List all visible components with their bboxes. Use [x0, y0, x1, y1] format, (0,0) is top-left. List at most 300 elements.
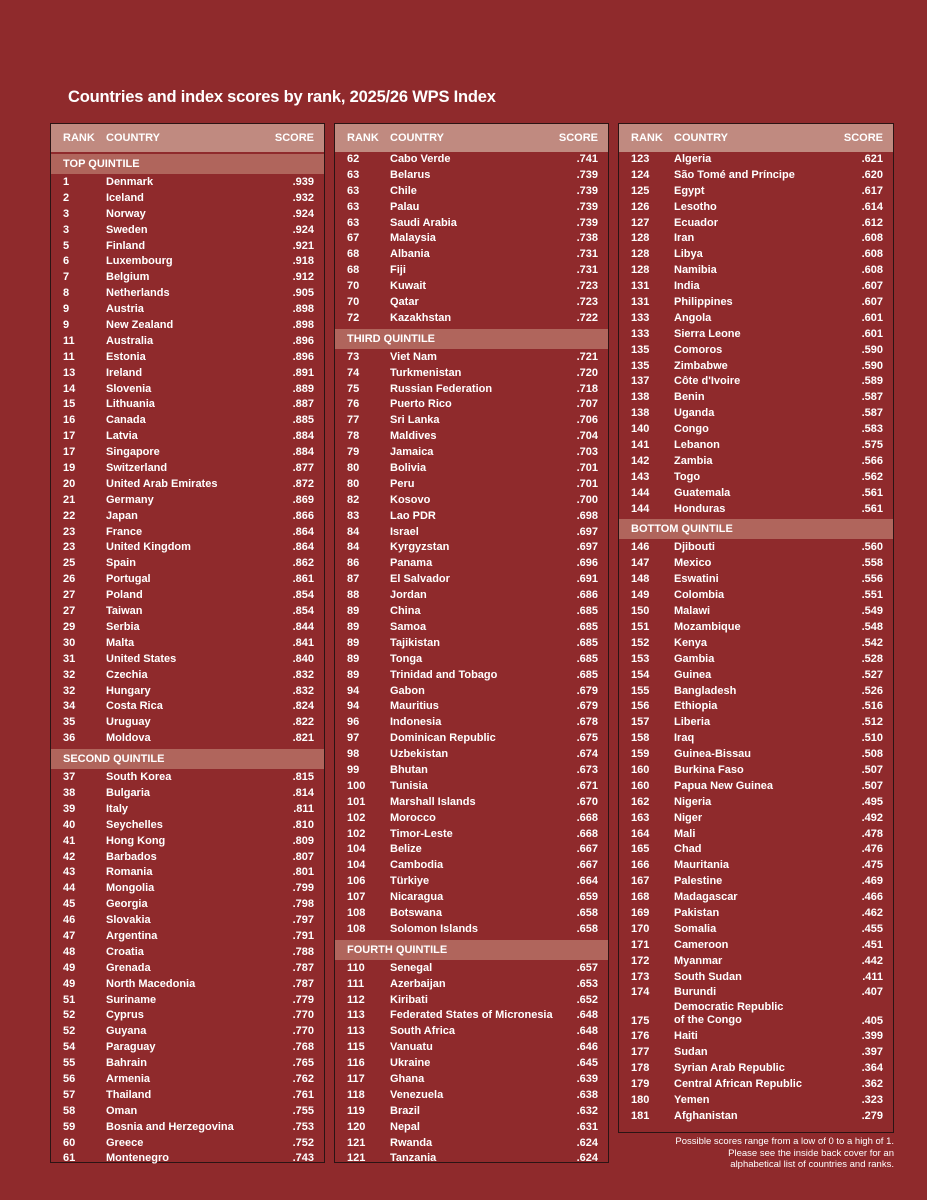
score-cell: .721	[576, 350, 598, 363]
score-cell: .279	[861, 1109, 883, 1122]
table-row	[51, 1120, 324, 1136]
table-row	[619, 168, 893, 184]
rank-cell: 131	[631, 280, 650, 293]
score-cell: .646	[576, 1041, 598, 1054]
score-cell: .866	[292, 509, 314, 522]
table-row	[619, 327, 893, 343]
rank-cell: 40	[63, 818, 76, 831]
score-cell: .507	[861, 763, 883, 776]
country-cell: Finland	[106, 239, 146, 252]
rank-cell: 36	[63, 732, 76, 745]
rank-cell: 181	[631, 1109, 650, 1122]
table-header	[335, 124, 608, 152]
table-row	[619, 906, 893, 922]
table-row	[51, 540, 324, 556]
score-cell: .939	[292, 176, 314, 188]
rank-cell: 135	[631, 359, 650, 372]
rank-cell: 165	[631, 843, 650, 856]
rank-cell: 14	[63, 382, 76, 395]
score-cell: .924	[292, 207, 314, 220]
score-cell: .887	[292, 398, 314, 411]
rank-cell: 23	[63, 541, 76, 554]
footnote-line: Possible scores range from a low of 0 to a high of 1.	[675, 1136, 894, 1147]
table-row	[51, 1151, 324, 1167]
rank-cell: 155	[631, 684, 650, 697]
score-cell: .512	[861, 716, 883, 729]
country-cell: Central African Republic	[674, 1077, 802, 1090]
footnote	[675, 1136, 894, 1171]
country-cell: Gabon	[390, 684, 425, 697]
country-cell: Iceland	[106, 191, 144, 204]
rank-cell: 138	[631, 407, 650, 420]
rank-cell: 99	[347, 763, 360, 776]
score-cell: .822	[292, 716, 314, 729]
score-cell: .932	[292, 191, 314, 204]
rank-cell: 128	[631, 264, 650, 277]
country-cell: Bangladesh	[674, 684, 737, 697]
country-cell: Pakistan	[674, 906, 720, 919]
rank-cell: 159	[631, 748, 650, 761]
country-cell: Tajikistan	[390, 636, 440, 649]
table-row	[51, 865, 324, 881]
country-cell: Ghana	[390, 1072, 425, 1085]
table-row	[619, 390, 893, 406]
rank-cell: 82	[347, 493, 360, 506]
table-row	[619, 556, 893, 572]
score-cell: .810	[292, 818, 314, 831]
country-cell: Bosnia and Herzegovina	[106, 1120, 234, 1133]
country-cell: Guyana	[106, 1025, 147, 1038]
rank-cell: 20	[63, 477, 76, 490]
country-cell: Argentina	[106, 929, 158, 942]
table-row	[51, 572, 324, 588]
table-row	[335, 382, 608, 398]
rank-cell: 68	[347, 248, 360, 261]
table-row	[51, 509, 324, 525]
score-cell: .673	[576, 763, 598, 776]
rank-cell: 34	[63, 700, 76, 713]
table-row	[51, 429, 324, 445]
score-cell: .861	[292, 573, 314, 586]
table-row	[335, 890, 608, 906]
country-cell: Serbia	[106, 620, 140, 633]
table-row	[51, 1104, 324, 1120]
table-row	[619, 470, 893, 486]
rank-table-column-1	[50, 123, 325, 1163]
rank-cell: 120	[347, 1120, 366, 1133]
rank-cell: 138	[631, 391, 650, 404]
country-cell: Madagascar	[674, 891, 738, 904]
table-row	[51, 881, 324, 897]
table-row	[335, 445, 608, 461]
score-cell: .700	[576, 493, 598, 506]
score-cell: .658	[576, 922, 598, 935]
table-row	[619, 1093, 893, 1109]
table-row	[335, 842, 608, 858]
rank-cell: 156	[631, 700, 650, 713]
rank-cell: 133	[631, 311, 650, 324]
table-row	[619, 502, 893, 518]
country-cell: El Salvador	[390, 573, 450, 586]
rank-cell: 89	[347, 668, 360, 681]
table-row	[335, 668, 608, 684]
score-cell: .761	[292, 1088, 314, 1101]
table-row	[51, 1072, 324, 1088]
table-row	[335, 366, 608, 382]
country-cell: Haiti	[674, 1030, 698, 1043]
quintile-label: TOP QUINTILE	[63, 158, 140, 170]
score-cell: .898	[292, 319, 314, 332]
country-cell: Ethiopia	[674, 700, 718, 713]
score-cell: .815	[292, 771, 314, 784]
score-cell: .685	[576, 636, 598, 649]
quintile-header	[335, 940, 608, 960]
table-row	[335, 827, 608, 843]
table-row	[619, 540, 893, 556]
table-row	[51, 684, 324, 700]
country-cell: Costa Rica	[106, 700, 163, 713]
score-cell: .631	[576, 1120, 598, 1133]
rank-cell: 39	[63, 802, 76, 815]
score-cell: .779	[292, 993, 314, 1006]
table-row	[335, 1151, 608, 1167]
rank-cell: 94	[347, 684, 360, 697]
score-cell: .652	[576, 993, 598, 1006]
country-cell: South Sudan	[674, 970, 742, 983]
country-cell: Hong Kong	[106, 834, 166, 847]
score-cell: .877	[292, 462, 314, 475]
rank-table-column-2	[334, 123, 609, 1163]
table-row	[335, 961, 608, 977]
country-cell: Bhutan	[390, 763, 428, 776]
score-cell: .632	[576, 1104, 598, 1117]
table-row	[619, 699, 893, 715]
rank-cell: 67	[347, 232, 360, 245]
score-cell: .755	[292, 1104, 314, 1117]
country-cell: Iraq	[674, 732, 695, 745]
rank-cell: 83	[347, 509, 360, 522]
country-cell: Canada	[106, 414, 146, 427]
rank-cell: 119	[347, 1104, 365, 1117]
score-cell: .718	[576, 382, 598, 395]
table-row	[335, 556, 608, 572]
table-row	[619, 359, 893, 375]
country-cell: Yemen	[674, 1093, 710, 1106]
rank-cell: 98	[347, 748, 360, 761]
score-cell: .753	[292, 1120, 314, 1133]
score-cell: .528	[861, 652, 883, 665]
quintile-label: SECOND QUINTILE	[63, 753, 165, 766]
country-cell: Paraguay	[106, 1041, 156, 1054]
table-row	[335, 795, 608, 811]
score-cell: .566	[861, 454, 883, 467]
country-cell: Qatar	[390, 296, 419, 309]
rank-cell: 164	[631, 827, 650, 840]
country-cell: Libya	[674, 248, 703, 261]
table-row	[619, 858, 893, 874]
score-cell: .824	[292, 700, 314, 713]
rank-cell: 59	[63, 1120, 76, 1133]
country-cell: Russian Federation	[390, 382, 493, 395]
table-row	[619, 184, 893, 200]
rank-cell: 173	[631, 970, 650, 983]
score-cell: .495	[861, 795, 883, 808]
table-row	[335, 1088, 608, 1104]
score-cell: .697	[576, 541, 598, 554]
score-cell: .787	[292, 961, 314, 974]
country-cell: Angola	[674, 311, 712, 324]
score-cell: .670	[576, 795, 598, 808]
country-cell: Papua New Guinea	[674, 779, 774, 792]
table-row	[619, 1077, 893, 1093]
score-cell: .743	[292, 1152, 314, 1165]
country-cell: Mauritius	[390, 700, 439, 713]
rank-cell: 16	[63, 414, 76, 427]
score-cell: .478	[861, 827, 883, 840]
rank-cell: 6	[63, 255, 70, 268]
table-row	[335, 184, 608, 200]
country-cell: Panama	[390, 557, 433, 570]
table-row	[335, 1056, 608, 1072]
rank-cell: 121	[347, 1136, 366, 1149]
score-cell: .516	[861, 700, 883, 713]
rank-cell: 84	[347, 525, 360, 538]
score-cell: .896	[292, 350, 314, 363]
rank-cell: 110	[347, 961, 365, 974]
country-cell: United Kingdom	[106, 541, 191, 554]
score-cell: .620	[861, 168, 883, 181]
table-row	[335, 588, 608, 604]
country-cell: Poland	[106, 589, 143, 602]
score-cell: .455	[861, 922, 883, 935]
country-cell: Belgium	[106, 271, 150, 284]
country-cell: Namibia	[674, 264, 717, 277]
table-row	[335, 747, 608, 763]
score-cell: .797	[292, 914, 314, 927]
rank-cell: 70	[347, 280, 360, 293]
country-cell: Kiribati	[390, 993, 428, 1006]
country-cell: Kuwait	[390, 280, 427, 293]
score-cell: .561	[861, 486, 883, 499]
country-cell: Ireland	[106, 366, 143, 379]
rank-cell: 57	[63, 1088, 76, 1101]
score-cell: .832	[292, 684, 314, 697]
country-cell: Timor-Leste	[390, 827, 453, 840]
table-row	[335, 1120, 608, 1136]
table-row	[335, 858, 608, 874]
score-cell: .840	[292, 652, 314, 665]
quintile-header	[51, 154, 324, 174]
rank-cell: 55	[63, 1057, 76, 1070]
rank-cell: 29	[63, 620, 76, 633]
country-cell: Oman	[106, 1104, 138, 1117]
country-cell: Grenada	[106, 961, 151, 974]
table-row	[619, 922, 893, 938]
rank-cell: 167	[631, 875, 650, 888]
country-cell: Uruguay	[106, 716, 151, 729]
rank-cell: 160	[631, 779, 650, 792]
country-cell: Viet Nam	[390, 350, 437, 363]
rank-cell: 125	[631, 184, 650, 197]
rank-cell: 112	[347, 993, 365, 1006]
score-cell: .575	[861, 439, 883, 452]
rank-cell: 96	[347, 716, 360, 729]
country-cell: Democratic Republic of the Congo	[674, 1001, 784, 1027]
table-row	[335, 1008, 608, 1024]
table-row	[619, 652, 893, 668]
score-cell: .639	[576, 1072, 598, 1085]
country-cell: Zimbabwe	[674, 359, 728, 372]
table-row	[51, 302, 324, 318]
table-row	[335, 263, 608, 279]
score-cell: .707	[576, 398, 598, 411]
score-cell: .723	[576, 280, 598, 293]
table-row	[619, 263, 893, 279]
table-row	[335, 636, 608, 652]
table-row	[51, 850, 324, 866]
table-row	[51, 834, 324, 850]
rank-cell: 141	[631, 439, 650, 452]
table-row	[619, 295, 893, 311]
quintile-header	[619, 519, 893, 539]
rank-cell: 5	[63, 239, 70, 252]
rank-cell: 178	[631, 1062, 650, 1075]
country-cell: Montenegro	[106, 1152, 169, 1165]
score-cell: .476	[861, 843, 883, 856]
score-cell: .638	[576, 1088, 598, 1101]
rank-cell: 27	[63, 605, 76, 618]
table-row	[619, 620, 893, 636]
country-cell: Benin	[674, 391, 705, 404]
score-cell: .768	[292, 1041, 314, 1054]
country-cell: Taiwan	[106, 605, 143, 618]
rank-cell: 97	[347, 732, 360, 745]
table-row	[51, 445, 324, 461]
score-cell: .556	[861, 573, 883, 586]
table-row	[51, 588, 324, 604]
table-row	[51, 286, 324, 302]
table-row	[51, 461, 324, 477]
rank-cell: 58	[63, 1104, 76, 1117]
table-row	[619, 231, 893, 247]
table-row	[51, 334, 324, 350]
score-cell: .697	[576, 525, 598, 538]
rank-cell: 89	[347, 620, 360, 633]
country-cell: Nicaragua	[390, 891, 444, 904]
score-cell: .872	[292, 477, 314, 490]
table-row	[335, 152, 608, 168]
table-row	[619, 1001, 893, 1029]
score-cell: .607	[861, 296, 883, 309]
score-header: SCORE	[843, 132, 883, 144]
table-row	[335, 572, 608, 588]
rank-cell: 7	[63, 271, 70, 284]
table-row	[51, 945, 324, 961]
score-cell: .731	[576, 264, 598, 277]
table-row	[619, 216, 893, 232]
score-cell: .696	[576, 557, 598, 570]
table-row	[335, 715, 608, 731]
table-row	[335, 413, 608, 429]
country-cell: Federated States of Micronesia	[390, 1009, 553, 1022]
rank-cell: 62	[347, 153, 360, 165]
country-cell: Germany	[106, 493, 154, 506]
table-row	[51, 929, 324, 945]
country-cell: Kazakhstan	[390, 311, 452, 324]
country-cell: Sweden	[106, 223, 148, 236]
country-cell: Bahrain	[106, 1057, 147, 1070]
table-row	[51, 207, 324, 223]
table-row	[51, 770, 324, 786]
country-cell: Comoros	[674, 343, 723, 356]
rank-cell: 123	[631, 153, 650, 165]
score-cell: .679	[576, 684, 598, 697]
score-cell: .560	[861, 541, 883, 554]
rank-cell: 115	[347, 1041, 365, 1054]
score-cell: .701	[576, 477, 598, 490]
score-cell: .752	[292, 1136, 314, 1149]
score-cell: .667	[576, 843, 598, 856]
country-cell: Cabo Verde	[390, 153, 451, 165]
score-cell: .601	[861, 327, 883, 340]
table-row	[51, 604, 324, 620]
score-cell: .832	[292, 668, 314, 681]
country-cell: Mauritania	[674, 859, 730, 872]
table-row	[51, 270, 324, 286]
table-row	[619, 779, 893, 795]
country-cell: Türkiye	[390, 875, 430, 888]
country-cell: Egypt	[674, 184, 705, 197]
score-cell: .739	[576, 200, 598, 213]
score-cell: .653	[576, 977, 598, 990]
score-cell: .442	[861, 954, 883, 967]
score-cell: .896	[292, 334, 314, 347]
table-header	[619, 124, 893, 152]
rank-cell: 143	[631, 470, 650, 483]
score-cell: .411	[862, 970, 883, 983]
rank-cell: 149	[631, 589, 650, 602]
country-cell: Cambodia	[390, 859, 444, 872]
rank-cell: 170	[631, 922, 650, 935]
rank-cell: 30	[63, 636, 76, 649]
table-row	[619, 668, 893, 684]
rank-cell: 124	[631, 168, 650, 181]
score-header: SCORE	[558, 132, 598, 144]
rank-cell: 157	[631, 716, 650, 729]
country-cell: Barbados	[106, 850, 157, 863]
rank-cell: 148	[631, 573, 650, 586]
country-cell: Afghanistan	[674, 1109, 738, 1122]
score-cell: .674	[576, 748, 598, 761]
table-row	[335, 493, 608, 509]
score-cell: .617	[861, 184, 883, 197]
country-cell: Japan	[106, 509, 138, 522]
score-cell: .864	[292, 525, 314, 538]
rank-cell: 107	[347, 891, 366, 904]
rank-cell: 162	[631, 795, 650, 808]
score-cell: .671	[576, 779, 598, 792]
table-row	[51, 1008, 324, 1024]
rank-cell: 41	[63, 834, 76, 847]
table-row	[335, 874, 608, 890]
country-cell: Honduras	[674, 502, 726, 515]
score-cell: .723	[576, 296, 598, 309]
quintile-header	[335, 329, 608, 349]
country-cell: United States	[106, 652, 177, 665]
country-cell: Ecuador	[674, 216, 719, 229]
score-cell: .607	[861, 280, 883, 293]
country-cell: Sudan	[674, 1046, 708, 1059]
